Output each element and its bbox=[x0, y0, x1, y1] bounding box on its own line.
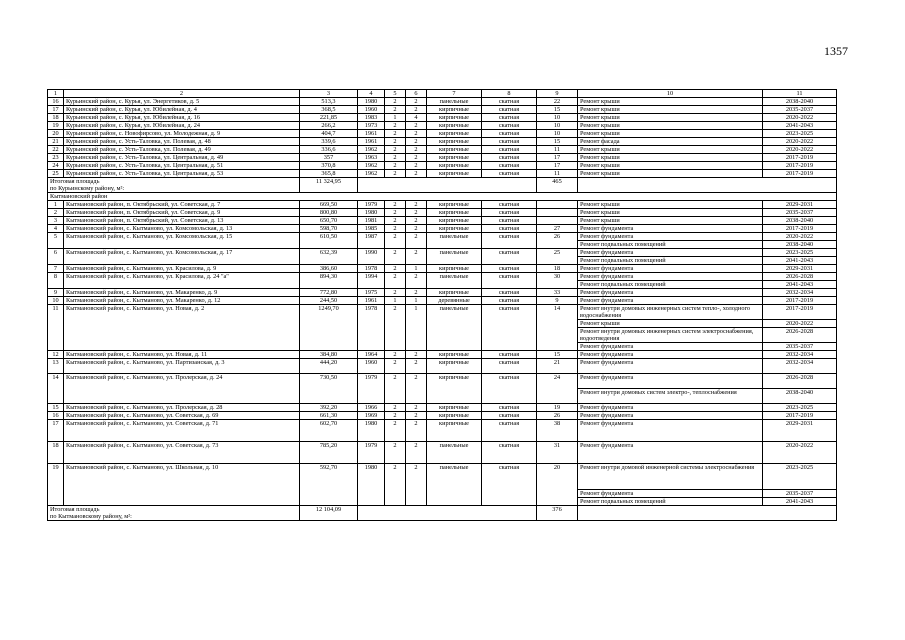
table-row: 1 Кытмановский район, п. Октябрьский, ул. Советская, д. 7 669,50 1979 2 2 кирпичные скатная Ремонт крыши 2029-2031 bbox=[48, 201, 837, 209]
table-row bbox=[48, 146, 837, 154]
cell-apts: 10 bbox=[537, 114, 578, 122]
cell-apts: 15 bbox=[537, 138, 578, 146]
cell-roof: скатная bbox=[482, 114, 537, 122]
cell-entr: 2 bbox=[406, 154, 427, 162]
table-row: 6 Кытмановский район, с. Кытманово, ул. Комсомольская, д. 17 632,39 1990 2 2 панельные скатная 25 Ремонт фундамента 2023-2025 bbox=[48, 249, 837, 257]
cell-addr: Курьинский район, с. Усть-Таловка, ул. Центральная, д. 49 bbox=[64, 154, 300, 162]
table-row-continuation: Ремонт внутри домовых систем электро-, теплоснабжения 2038-2040 bbox=[48, 389, 837, 404]
cell-area: 339,6 bbox=[300, 138, 358, 146]
cell-area: 336,6 bbox=[300, 146, 358, 154]
cell-n: 18 bbox=[48, 114, 64, 122]
cell-wall: кирпичные bbox=[427, 170, 482, 178]
cell-addr: Курьинский район, с. Усть-Таловка, ул. Центральная, д. 51 bbox=[64, 162, 300, 170]
table-row bbox=[48, 130, 837, 138]
total-area: 12 104,09 bbox=[300, 506, 358, 521]
cell-wall: кирпичные bbox=[427, 106, 482, 114]
cell-year: 1962 bbox=[358, 170, 385, 178]
cell-n: 22 bbox=[48, 146, 64, 154]
cell-year: 1961 bbox=[358, 130, 385, 138]
cell-area: 365,8 bbox=[300, 170, 358, 178]
cell-n: 23 bbox=[48, 154, 64, 162]
cell-area: 221,85 bbox=[300, 114, 358, 122]
cell-floors: 2 bbox=[385, 106, 406, 114]
cell-n: 21 bbox=[48, 138, 64, 146]
header-cell: 5 bbox=[385, 90, 406, 98]
header-cell: 1 bbox=[48, 90, 64, 98]
cell-apts: 10 bbox=[537, 122, 578, 130]
cell-wall: кирпичные bbox=[427, 130, 482, 138]
table-row bbox=[48, 122, 837, 130]
kytmanovo-rows bbox=[48, 201, 837, 506]
cell-addr: Курьинский район, с. Усть-Таловка, ул. Полевая, д. 48 bbox=[64, 138, 300, 146]
cell-work: Ремонт крыши bbox=[578, 106, 763, 114]
header-cell: 9 bbox=[537, 90, 578, 98]
table-row: 4 Кытмановский район, с. Кытманово, ул. Комсомольская, д. 13 598,70 1985 2 2 кирпичные скатная 27 Ремонт фундамента 2017-2019 bbox=[48, 225, 837, 233]
cell-entr: 2 bbox=[406, 130, 427, 138]
cell-apts: 10 bbox=[537, 130, 578, 138]
table-row-continuation: Ремонт фундамента 2035-2037 bbox=[48, 490, 837, 498]
table-row: 2 Кытмановский район, п. Октябрьский, ул. Советская, д. 9 800,80 1980 2 2 кирпичные скатная Ремонт крыши 2035-2037 bbox=[48, 209, 837, 217]
cell-floors: 2 bbox=[385, 98, 406, 106]
total-label: Итоговая площадь по Курьинскому району, м²: bbox=[48, 178, 300, 193]
cell-entr: 2 bbox=[406, 170, 427, 178]
cell-entr: 2 bbox=[406, 146, 427, 154]
table-row bbox=[48, 114, 837, 122]
cell-addr: Курьинский район, с. Новофирсово, ул. Молодежная, д. 9 bbox=[64, 130, 300, 138]
table-row: 19 Кытмановский район, с. Кытманово, ул. Школьная, д. 10 592,70 1980 2 2 панельные скатная 20 Ремонт внутри домовой инженерной системы электроснабжения 2023-2025 bbox=[48, 464, 837, 490]
cell-work: Ремонт крыши bbox=[578, 130, 763, 138]
cell-roof: скатная bbox=[482, 146, 537, 154]
cell-work: Ремонт крыши bbox=[578, 170, 763, 178]
cell-period: 2020-2022 bbox=[763, 114, 837, 122]
table-row: 14 Кытмановский район, с. Кытманово, ул. Пролерская, д. 24 730,50 1979 2 2 кирпичные скатная 24 Ремонт фундамента 2026-2028 bbox=[48, 374, 837, 389]
cell-roof: скатная bbox=[482, 138, 537, 146]
header-cell: 10 bbox=[578, 90, 763, 98]
cell-addr: Курьинский район, с. Усть-Таловка, ул. Центральная, д. 53 bbox=[64, 170, 300, 178]
header-cell: 8 bbox=[482, 90, 537, 98]
cell-floors: 2 bbox=[385, 138, 406, 146]
cell-year: 1961 bbox=[358, 138, 385, 146]
cell-work: Ремонт крыши bbox=[578, 114, 763, 122]
cell-period: 2038-2040 bbox=[763, 98, 837, 106]
column-number-row bbox=[48, 90, 837, 98]
cell-n: 25 bbox=[48, 170, 64, 178]
cell-wall: кирпичные bbox=[427, 122, 482, 130]
cell-period: 2041-2043 bbox=[763, 122, 837, 130]
total-area: 11 324,95 bbox=[300, 178, 358, 193]
header-cell: 2 bbox=[64, 90, 300, 98]
cell-addr: Курьинский район, с. Курья, ул. Юбилейная, д. 4 bbox=[64, 106, 300, 114]
cell-floors: 2 bbox=[385, 146, 406, 154]
table-row: 7 Кытмановский район, с. Кытманово, ул. Красилова, д. 9 386,60 1978 2 1 кирпичные скатная 18 Ремонт фундамента 2029-2031 bbox=[48, 265, 837, 273]
cell-period: 2023-2025 bbox=[763, 130, 837, 138]
cell-year: 1963 bbox=[358, 154, 385, 162]
cell-wall: кирпичные bbox=[427, 146, 482, 154]
cell-n: 19 bbox=[48, 122, 64, 130]
cell-n: 17 bbox=[48, 106, 64, 114]
header-cell: 3 bbox=[300, 90, 358, 98]
cell-apts: 11 bbox=[537, 146, 578, 154]
table-row: 5 Кытмановский район, с. Кытманово, ул. Комсомольская, д. 15 610,50 1987 2 2 панельные скатная 26 Ремонт фундамента 2020-2022 bbox=[48, 233, 837, 241]
cell-roof: скатная bbox=[482, 170, 537, 178]
cell-wall: панельные bbox=[427, 98, 482, 106]
cell-year: 1962 bbox=[358, 162, 385, 170]
cell-year: 1962 bbox=[358, 146, 385, 154]
cell-year: 1973 bbox=[358, 122, 385, 130]
table-row: 3 Кытмановский район, п. Октябрьский, ул. Советская, д. 13 650,70 1981 2 2 кирпичные скатная Ремонт крыши 2038-2040 bbox=[48, 217, 837, 225]
total-apartments: 465 bbox=[537, 178, 578, 193]
cell-period: 2035-2037 bbox=[763, 106, 837, 114]
cell-roof: скатная bbox=[482, 130, 537, 138]
cell-entr: 2 bbox=[406, 122, 427, 130]
cell-floors: 1 bbox=[385, 114, 406, 122]
cell-apts: 17 bbox=[537, 162, 578, 170]
cell-entr: 4 bbox=[406, 114, 427, 122]
table-row: 18 Кытмановский район, с. Кытманово, ул. Советская, д. 73 785,20 1979 2 2 панельные скатная 31 Ремонт фундамента 2020-2022 bbox=[48, 442, 837, 464]
cell-year: 1980 bbox=[358, 98, 385, 106]
cell-n: 20 bbox=[48, 130, 64, 138]
cell-area: 513,3 bbox=[300, 98, 358, 106]
table-row: 13 Кытмановский район, с. Кытманово, ул. Партизанская, д. 3 444,20 1960 2 2 кирпичные скатная 21 Ремонт фундамента 2032-2034 bbox=[48, 359, 837, 374]
table-row-continuation: Ремонт фундамента 2035-2037 bbox=[48, 343, 837, 351]
cell-roof: скатная bbox=[482, 162, 537, 170]
cell-apts: 17 bbox=[537, 154, 578, 162]
cell-addr: Курьинский район, с. Курья, ул. Юбилейная, д. 24 bbox=[64, 122, 300, 130]
table-row: 9 Кытмановский район, с. Кытманово, ул. Макаренко, д. 9 772,80 1975 2 2 кирпичные скатная 33 Ремонт фундамента 2032-2034 bbox=[48, 289, 837, 297]
cell-roof: скатная bbox=[482, 154, 537, 162]
table-row bbox=[48, 106, 837, 114]
cell-apts: 11 bbox=[537, 170, 578, 178]
cell-work: Ремонт фасада bbox=[578, 138, 763, 146]
cell-addr: Курьинский район, с. Курья, ул. Энергетиков, д. 5 bbox=[64, 98, 300, 106]
table-row: 8 Кытмановский район, с. Кытманово, ул. Красилова, д. 24 "а" 894,30 1994 2 2 панельные скатная 30 Ремонт фундамента 2026-2028 bbox=[48, 273, 837, 281]
kurya-rows bbox=[48, 98, 837, 178]
section-header-row bbox=[48, 193, 837, 201]
table-row-continuation: Ремонт внутри домовых инженерных систем электроснабжения, водоотведения 2026-2028 bbox=[48, 328, 837, 343]
cell-wall: кирпичные bbox=[427, 162, 482, 170]
table-row-continuation: Ремонт подвальных помещений 2041-2043 bbox=[48, 498, 837, 506]
cell-roof: скатная bbox=[482, 122, 537, 130]
cell-floors: 2 bbox=[385, 162, 406, 170]
cell-area: 368,5 bbox=[300, 106, 358, 114]
table-row-continuation: Ремонт подвальных помещений 2038-2040 bbox=[48, 241, 837, 249]
table-row bbox=[48, 162, 837, 170]
table-row: 11 Кытмановский район, с. Кытманово, ул. Новая, д. 2 1249,70 1978 2 1 панельные скатная 14 Ремонт внутри домовых инженерных систем тепло-, холодного водоснабжения 2017-2019 bbox=[48, 305, 837, 320]
table-row: 17 Кытмановский район, с. Кытманово, ул. Советская, д. 71 602,70 1980 2 2 кирпичные скатная 38 Ремонт фундамента 2029-2031 bbox=[48, 420, 837, 442]
cell-apts: 15 bbox=[537, 106, 578, 114]
cell-area: 370,8 bbox=[300, 162, 358, 170]
cell-entr: 2 bbox=[406, 98, 427, 106]
header-cell: 7 bbox=[427, 90, 482, 98]
cell-area: 266,2 bbox=[300, 122, 358, 130]
cell-entr: 2 bbox=[406, 162, 427, 170]
header-cell: 6 bbox=[406, 90, 427, 98]
cell-floors: 2 bbox=[385, 170, 406, 178]
cell-period: 2017-2019 bbox=[763, 170, 837, 178]
cell-n: 24 bbox=[48, 162, 64, 170]
cell-area: 357 bbox=[300, 154, 358, 162]
section-header: Кытмановский район bbox=[48, 193, 837, 201]
cell-work: Ремонт крыши bbox=[578, 146, 763, 154]
cell-floors: 2 bbox=[385, 154, 406, 162]
repair-schedule-table bbox=[47, 89, 837, 521]
table-row-continuation: Ремонт крыши 2020-2022 bbox=[48, 320, 837, 328]
kurya-total-row bbox=[48, 178, 837, 193]
cell-roof: скатная bbox=[482, 98, 537, 106]
cell-apts: 22 bbox=[537, 98, 578, 106]
total-label: Итоговая площадь по Кытмановскому району, м²: bbox=[48, 506, 300, 521]
cell-entr: 2 bbox=[406, 106, 427, 114]
page-number: 1357 bbox=[824, 44, 848, 58]
cell-addr: Курьинский район, с. Усть-Таловка, ул. Полевая, д. 49 bbox=[64, 146, 300, 154]
cell-period: 2017-2019 bbox=[763, 154, 837, 162]
cell-wall: кирпичные bbox=[427, 114, 482, 122]
table-row bbox=[48, 138, 837, 146]
header-cell: 11 bbox=[763, 90, 837, 98]
cell-area: 404,7 bbox=[300, 130, 358, 138]
cell-wall: кирпичные bbox=[427, 138, 482, 146]
table-row bbox=[48, 170, 837, 178]
cell-work: Ремонт крыши bbox=[578, 122, 763, 130]
table-row-continuation: Ремонт подвальных помещений 2041-2043 bbox=[48, 281, 837, 289]
cell-period: 2017-2019 bbox=[763, 162, 837, 170]
cell-floors: 2 bbox=[385, 130, 406, 138]
header-cell: 4 bbox=[358, 90, 385, 98]
cell-entr: 2 bbox=[406, 138, 427, 146]
cell-period: 2020-2022 bbox=[763, 138, 837, 146]
table-row: 15 Кытмановский район, с. Кытманово, ул. Пролерская, д. 28 392,20 1966 2 2 кирпичные скатная 19 Ремонт фундамента 2023-2025 bbox=[48, 404, 837, 412]
table-row-continuation: Ремонт подвальных помещений 2041-2043 bbox=[48, 257, 837, 265]
cell-wall: кирпичные bbox=[427, 154, 482, 162]
cell-floors: 2 bbox=[385, 122, 406, 130]
cell-n: 16 bbox=[48, 98, 64, 106]
cell-year: 1960 bbox=[358, 106, 385, 114]
cell-work: Ремонт крыши bbox=[578, 162, 763, 170]
table-row: 16 Кытмановский район, с. Кытманово, ул. Советская, д. 69 661,30 1969 2 2 кирпичные скатная 26 Ремонт фундамента 2017-2019 bbox=[48, 412, 837, 420]
table-row bbox=[48, 154, 837, 162]
table-row bbox=[48, 98, 837, 106]
table-row: 12 Кытмановский район, с. Кытманово, ул. Новая, д. 11 384,80 1964 2 2 кирпичные скатная 15 Ремонт фундамента 2032-2034 bbox=[48, 351, 837, 359]
kytmanovo-total-row bbox=[48, 506, 837, 521]
cell-work: Ремонт крыши bbox=[578, 98, 763, 106]
cell-work: Ремонт крыши bbox=[578, 154, 763, 162]
table-row: 10 Кытмановский район, с. Кытманово, ул. Макаренко, д. 12 244,50 1961 1 1 деревянные скатная 9 Ремонт фундамента 2017-2019 bbox=[48, 297, 837, 305]
cell-addr: Курьинский район, с. Курья, ул. Юбилейная, д. 16 bbox=[64, 114, 300, 122]
cell-year: 1983 bbox=[358, 114, 385, 122]
total-apartments: 376 bbox=[537, 506, 578, 521]
cell-period: 2020-2022 bbox=[763, 146, 837, 154]
cell-roof: скатная bbox=[482, 106, 537, 114]
